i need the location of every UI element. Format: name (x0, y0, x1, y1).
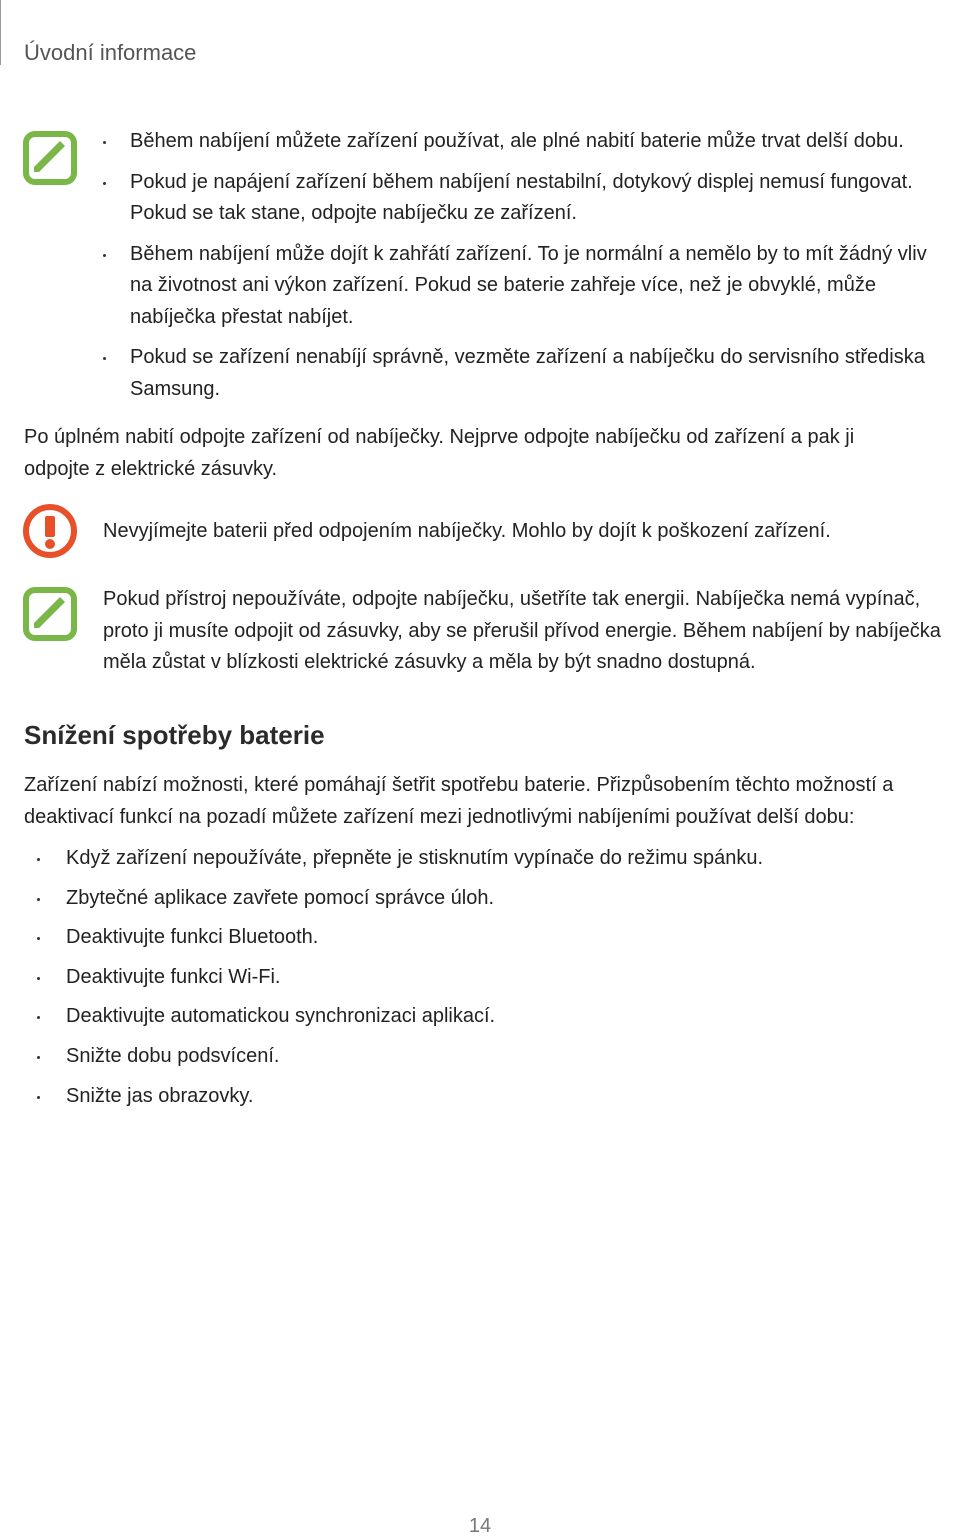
list-item: Zbytečné aplikace zavřete pomocí správce úloh. (37, 883, 937, 914)
note-pencil-icon (23, 587, 77, 641)
list-item: Když zařízení nepoužíváte, přepněte je stisknutím vypínače do režimu spánku. (37, 843, 937, 874)
list-item: Pokud se zařízení nenabíjí správně, vezměte zařízení a nabíječku do servisního střediska Samsung. (103, 342, 953, 405)
list-item: Deaktivujte funkci Bluetooth. (37, 922, 937, 953)
section-intro-paragraph: Zařízení nabízí možnosti, které pomáhají šetřit spotřebu baterie. Přizpůsobením těchto možností a deaktivací funkcí na pozadí můžete zařízení mezi jednotlivými nabíjeními používat delší dobu: (24, 774, 894, 828)
charging-notes-list (103, 126, 953, 414)
page-header-title: Úvodní informace (24, 40, 197, 65)
page-number: 14 (468, 1515, 492, 1537)
section-heading: Snížení spotřeby baterie (24, 720, 325, 750)
list-item: Pokud je napájení zařízení během nabíjení nestabilní, dotykový displej nemusí fungovat. Pokud se tak stane, odpojte nabíječku ze zařízení. (103, 167, 953, 230)
battery-tips-list (37, 843, 937, 1120)
caution-exclamation-icon (23, 504, 77, 558)
list-item: Snižte dobu podsvícení. (37, 1041, 937, 1072)
list-item: Deaktivujte automatickou synchronizaci aplikací. (37, 1001, 937, 1032)
list-item: Snižte jas obrazovky. (37, 1081, 937, 1112)
caution-paragraph: Nevyjímejte baterii před odpojením nabíječky. Mohlo by dojít k poškození zařízení. (103, 520, 831, 542)
list-item: Během nabíjení může dojít k zahřátí zařízení. To je normální a nemělo by to mít žádný vliv na životnost ani výkon zařízení. Pokud se baterie zahřeje více, než je obvyklé, může nabíječka přestat nabíjet. (103, 239, 953, 334)
list-item: Během nabíjení můžete zařízení používat, ale plné nabití baterie může trvat delší dobu. (103, 126, 953, 158)
after-charging-paragraph: Po úplném nabití odpojte zařízení od nabíječky. Nejprve odpojte nabíječku od zařízení a pak ji odpojte z elektrické zásuvky. (24, 426, 855, 480)
note-pencil-icon (23, 131, 77, 185)
header-divider (0, 0, 1, 65)
list-item: Deaktivujte funkci Wi-Fi. (37, 962, 937, 993)
energy-note-paragraph: Pokud přístroj nepoužíváte, odpojte nabíječku, ušetříte tak energii. Nabíječka nemá vypínač, proto ji musíte odpojit od zásuvky, aby se přerušil přívod energie. Během nabíjení by nabíječka měla zůstat v blízkosti elektrické zásuvky a měla by být snadno dostupná. (103, 588, 941, 673)
